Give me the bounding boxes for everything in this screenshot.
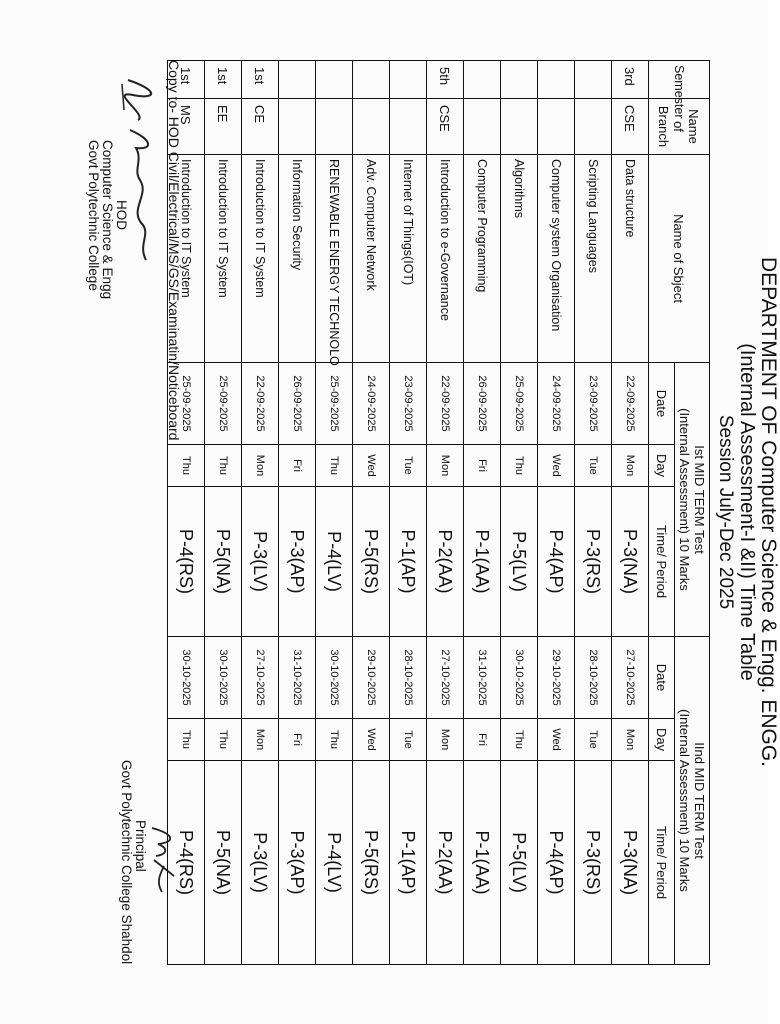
mid2-date-cell: 28-10-2025: [575, 637, 612, 719]
header-branch: Name of Branch: [649, 99, 710, 155]
mid2-date-cell: 30-10-2025: [501, 637, 538, 719]
semester-cell: 1st: [205, 61, 242, 99]
mid2-period-cell: P-2(AA): [427, 761, 464, 965]
header-period-2: Time/ Period: [649, 761, 675, 965]
department-heading: DEPARTMENT OF Computer Science & Engg. ENGG.: [757, 257, 780, 767]
header-date-2: Date: [649, 637, 675, 719]
table-row: [353, 61, 390, 965]
mid2-day-cell: Mon: [427, 719, 464, 761]
mid1-period-cell: P-1(AP): [390, 487, 427, 637]
hod-signature: [118, 70, 168, 290]
semester-cell: [353, 61, 390, 99]
semester-cell: 1st: [242, 61, 279, 99]
header-date-1: Date: [649, 363, 675, 445]
mid2-day-cell: Mon: [612, 719, 649, 761]
header-mid-term-1: [675, 363, 710, 637]
header-subject: Name of Sbject: [649, 155, 710, 363]
mid1-date-cell: 26-09-2025: [464, 363, 501, 445]
table-row: [538, 61, 575, 965]
branch-cell: [501, 99, 538, 155]
mid1-date-cell: 25-09-2025: [501, 363, 538, 445]
subject-cell: Introduction to IT System: [168, 155, 205, 363]
mid2-period-cell: P-3(RS): [575, 761, 612, 965]
semester-cell: [501, 61, 538, 99]
mid2-period-cell: P-4(AP): [538, 761, 575, 965]
mid1-period-cell: P-4(LV): [316, 487, 353, 637]
table-row: [612, 61, 649, 965]
mid1-day-cell: Fri: [464, 445, 501, 487]
subject-cell: Internet of Things(IOT): [390, 155, 427, 363]
mid2-date-cell: 31-10-2025: [464, 637, 501, 719]
mid2-day-cell: Tue: [575, 719, 612, 761]
mid2-period-cell: P-1(AP): [390, 761, 427, 965]
subject-cell: RENEWABLE ENERGY TECHNOLO: [316, 155, 353, 363]
mid2-date-cell: 30-10-2025: [205, 637, 242, 719]
mid1-period-cell: P-5(NA): [205, 487, 242, 637]
subject-cell: Computer Programming: [464, 155, 501, 363]
subject-cell: Introduction to e-Governance: [427, 155, 464, 363]
mid1-date-cell: 23-09-2025: [575, 363, 612, 445]
branch-cell: CSE: [427, 99, 464, 155]
document-title: (Internal Assessment-I &II) Time Table: [736, 343, 758, 681]
mid1-day-cell: Thu: [501, 445, 538, 487]
copy-to-line: Copy to- HOD Civil/Electrical/MS/GS/Examinatin/Noticeboard: [166, 60, 182, 441]
mid1-day-cell: Tue: [575, 445, 612, 487]
principal-title: Principal: [133, 820, 148, 872]
semester-cell: [390, 61, 427, 99]
header-mid-term-2: [675, 637, 710, 965]
mid2-period-cell: P-5(NA): [205, 761, 242, 965]
mid1-period-cell: P-4(AP): [538, 487, 575, 637]
branch-cell: CE: [242, 99, 279, 155]
mid1-period-cell: P-3(RS): [575, 487, 612, 637]
semester-cell: [279, 61, 316, 99]
mid1-period-cell: P-5(LV): [501, 487, 538, 637]
principal-signature: [146, 820, 182, 900]
mid2-date-cell: 28-10-2025: [390, 637, 427, 719]
mid2-period-cell: P-3(AP): [279, 761, 316, 965]
mid2-day-cell: Fri: [464, 719, 501, 761]
branch-cell: [464, 99, 501, 155]
semester-cell: 5th: [427, 61, 464, 99]
header-semester: Semester: [649, 61, 710, 99]
mid2-day-cell: Wed: [353, 719, 390, 761]
mid1-day-cell: Fri: [279, 445, 316, 487]
table-row: [279, 61, 316, 965]
mid1-day-cell: Mon: [612, 445, 649, 487]
mid2-day-cell: Thu: [205, 719, 242, 761]
semester-cell: 3rd: [612, 61, 649, 99]
mid-term-2-title: IInd MID TERM Test: [692, 742, 707, 859]
mid2-day-cell: Thu: [168, 719, 205, 761]
mid1-date-cell: 25-09-2025: [168, 363, 205, 445]
subject-cell: Information Security: [279, 155, 316, 363]
table-row: [390, 61, 427, 965]
mid1-date-cell: 25-09-2025: [205, 363, 242, 445]
semester-cell: [575, 61, 612, 99]
mid2-day-cell: Wed: [538, 719, 575, 761]
mid1-period-cell: P-3(AP): [279, 487, 316, 637]
table-row: [427, 61, 464, 965]
subject-cell: Introduction to IT System: [205, 155, 242, 363]
subject-cell: Adv. Computer Network: [353, 155, 390, 363]
mid-term-1-subtitle: (Internal Assessment) 10 Marks: [677, 408, 692, 591]
mid2-period-cell: P-3(NA): [612, 761, 649, 965]
principal-college: Govt Polytechnic College Shahdol: [119, 760, 134, 965]
branch-cell: [279, 99, 316, 155]
subject-cell: Introduction to IT System: [242, 155, 279, 363]
mid1-day-cell: Wed: [353, 445, 390, 487]
mid1-day-cell: Wed: [538, 445, 575, 487]
table-row: [464, 61, 501, 965]
mid1-day-cell: Mon: [427, 445, 464, 487]
mid1-date-cell: 24-09-2025: [353, 363, 390, 445]
mid1-day-cell: Thu: [168, 445, 205, 487]
mid1-day-cell: Thu: [205, 445, 242, 487]
mid2-period-cell: P-4(RS): [168, 761, 205, 965]
header-day-1: Day: [649, 445, 675, 487]
subject-cell: Algorithms: [501, 155, 538, 363]
branch-cell: [390, 99, 427, 155]
mid1-period-cell: P-3(NA): [612, 487, 649, 637]
mid-term-1-title: Ist MID TERM Test: [692, 445, 707, 554]
mid1-period-cell: P-1(AA): [464, 487, 501, 637]
mid1-day-cell: Thu: [316, 445, 353, 487]
mid1-date-cell: 24-09-2025: [538, 363, 575, 445]
mid2-date-cell: 29-10-2025: [353, 637, 390, 719]
semester-cell: [316, 61, 353, 99]
branch-cell: EE: [205, 99, 242, 155]
semester-cell: [538, 61, 575, 99]
mid1-period-cell: P-4(RS): [168, 487, 205, 637]
mid2-date-cell: 27-10-2025: [612, 637, 649, 719]
mid2-period-cell: P-4(LV): [316, 761, 353, 965]
mid1-date-cell: 25-09-2025: [316, 363, 353, 445]
mid1-period-cell: P-3(LV): [242, 487, 279, 637]
mid2-period-cell: P-1(AA): [464, 761, 501, 965]
mid1-date-cell: 23-09-2025: [390, 363, 427, 445]
mid2-date-cell: 30-10-2025: [316, 637, 353, 719]
mid1-period-cell: P-5(RS): [353, 487, 390, 637]
subject-cell: Scripting Languages: [575, 155, 612, 363]
branch-cell: [538, 99, 575, 155]
hod-college: Govt Polytechnic College: [86, 140, 101, 291]
mid1-date-cell: 22-09-2025: [612, 363, 649, 445]
semester-cell: [464, 61, 501, 99]
table-row: [316, 61, 353, 965]
table-row: [575, 61, 612, 965]
subject-cell: Data structure: [612, 155, 649, 363]
mid1-day-cell: Mon: [242, 445, 279, 487]
mid2-date-cell: 31-10-2025: [279, 637, 316, 719]
semester-cell: 1st: [168, 61, 205, 99]
branch-cell: MS: [168, 99, 205, 155]
mid2-date-cell: 29-10-2025: [538, 637, 575, 719]
table-row: [242, 61, 279, 965]
mid2-period-cell: P-5(LV): [501, 761, 538, 965]
mid1-date-cell: 26-09-2025: [279, 363, 316, 445]
mid2-date-cell: 27-10-2025: [427, 637, 464, 719]
table-row: [205, 61, 242, 965]
mid2-day-cell: Tue: [390, 719, 427, 761]
subject-cell: Computer system Organisation: [538, 155, 575, 363]
table-row: [501, 61, 538, 965]
branch-cell: [575, 99, 612, 155]
branch-cell: CSE: [612, 99, 649, 155]
mid2-period-cell: P-5(RS): [353, 761, 390, 965]
timetable: [167, 60, 710, 965]
mid2-period-cell: P-3(LV): [242, 761, 279, 965]
branch-cell: [353, 99, 390, 155]
hod-department: Computer Science & Engg: [100, 140, 115, 300]
mid1-period-cell: P-2(AA): [427, 487, 464, 637]
header-period-1: Time/ Period: [649, 487, 675, 637]
mid2-date-cell: 27-10-2025: [242, 637, 279, 719]
mid1-day-cell: Tue: [390, 445, 427, 487]
hod-title: HOD: [114, 200, 129, 230]
branch-cell: [316, 99, 353, 155]
mid2-date-cell: 30-10-2025: [168, 637, 205, 719]
mid1-date-cell: 22-09-2025: [427, 363, 464, 445]
mid2-day-cell: Fri: [279, 719, 316, 761]
mid-term-2-subtitle: (Internal Assessment) 10 Marks: [677, 709, 692, 892]
mid2-day-cell: Thu: [316, 719, 353, 761]
header-day-2: Day: [649, 719, 675, 761]
session-label: Session July-Dec 2025: [715, 414, 736, 610]
mid1-date-cell: 22-09-2025: [242, 363, 279, 445]
mid2-day-cell: Thu: [501, 719, 538, 761]
mid2-day-cell: Mon: [242, 719, 279, 761]
